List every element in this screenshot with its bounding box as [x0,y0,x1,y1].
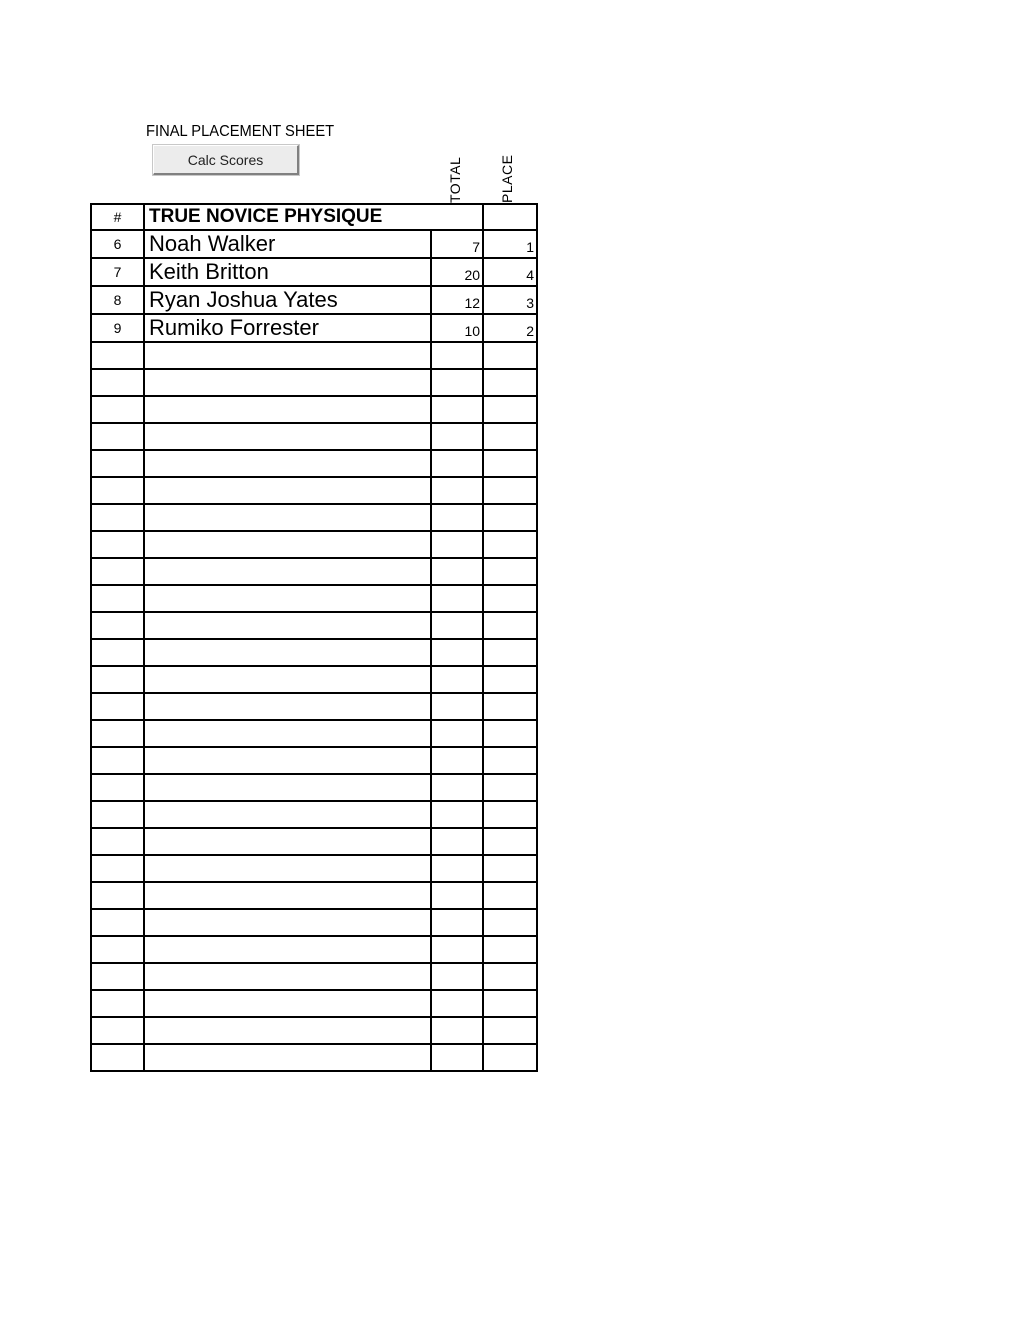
empty-cell[interactable] [483,423,537,450]
empty-cell[interactable] [431,882,483,909]
empty-cell[interactable] [483,396,537,423]
empty-row [91,504,537,531]
empty-cell[interactable] [431,585,483,612]
empty-cell[interactable] [91,747,144,774]
table-row [91,314,537,342]
empty-cell[interactable] [431,828,483,855]
empty-cell[interactable] [431,369,483,396]
empty-cell[interactable] [144,531,431,558]
empty-cell[interactable] [431,909,483,936]
competitor-total[interactable]: 20 [431,258,483,286]
empty-cell[interactable] [483,774,537,801]
empty-row [91,963,537,990]
empty-cell[interactable] [431,504,483,531]
empty-cell[interactable] [431,477,483,504]
empty-cell[interactable] [91,828,144,855]
empty-cell[interactable] [91,396,144,423]
empty-cell[interactable] [144,801,431,828]
empty-cell[interactable] [144,828,431,855]
empty-cell[interactable] [483,612,537,639]
empty-cell[interactable] [483,747,537,774]
empty-cell[interactable] [144,585,431,612]
competitor-total[interactable]: 12 [431,286,483,314]
empty-cell[interactable] [91,585,144,612]
empty-cell[interactable] [91,450,144,477]
empty-cell[interactable] [91,477,144,504]
empty-cell[interactable] [483,342,537,369]
empty-cell[interactable] [431,531,483,558]
empty-cell[interactable] [144,774,431,801]
empty-cell[interactable] [91,882,144,909]
empty-cell[interactable] [431,558,483,585]
empty-cell[interactable] [431,774,483,801]
competitor-name[interactable]: Rumiko Forrester [144,314,431,342]
table-row [91,230,537,258]
empty-cell[interactable] [91,693,144,720]
empty-cell[interactable] [144,963,431,990]
empty-cell[interactable] [483,450,537,477]
empty-row [91,342,537,369]
empty-cell[interactable] [483,828,537,855]
empty-cell[interactable] [483,990,537,1017]
empty-cell[interactable] [431,342,483,369]
competitor-number[interactable]: 8 [91,286,144,314]
empty-cell[interactable] [431,612,483,639]
empty-row [91,774,537,801]
empty-cell[interactable] [483,1044,537,1071]
total-column-header: TOTAL [447,156,463,203]
empty-cell[interactable] [91,666,144,693]
place-header-cell [483,204,537,230]
empty-cell[interactable] [91,801,144,828]
empty-cell[interactable] [144,666,431,693]
empty-row [91,801,537,828]
empty-row [91,450,537,477]
empty-cell[interactable] [144,747,431,774]
empty-row [91,1044,537,1071]
competitor-number[interactable]: 7 [91,258,144,286]
competitor-number[interactable]: 6 [91,230,144,258]
empty-cell[interactable] [483,720,537,747]
empty-cell[interactable] [91,909,144,936]
empty-row [91,531,537,558]
empty-cell[interactable] [483,477,537,504]
empty-cell[interactable] [431,423,483,450]
placement-table [90,203,538,1072]
empty-cell[interactable] [91,342,144,369]
empty-cell[interactable] [431,990,483,1017]
empty-cell[interactable] [483,882,537,909]
category-title: TRUE NOVICE PHYSIQUE [144,204,483,230]
empty-cell[interactable] [91,990,144,1017]
empty-row [91,855,537,882]
empty-cell[interactable] [91,855,144,882]
empty-cell[interactable] [91,1017,144,1044]
calc-scores-button[interactable]: Calc Scores [153,145,299,175]
table-row [91,258,537,286]
empty-cell[interactable] [483,531,537,558]
empty-cell[interactable] [483,558,537,585]
competitor-place[interactable]: 3 [483,286,537,314]
empty-row [91,990,537,1017]
competitor-name[interactable]: Keith Britton [144,258,431,286]
empty-row [91,423,537,450]
empty-row [91,666,537,693]
empty-cell[interactable] [483,1017,537,1044]
empty-row [91,936,537,963]
empty-row [91,882,537,909]
empty-cell[interactable] [144,396,431,423]
empty-cell[interactable] [91,639,144,666]
empty-cell[interactable] [91,504,144,531]
competitor-number[interactable]: 9 [91,314,144,342]
empty-row [91,558,537,585]
empty-cell[interactable] [91,936,144,963]
empty-cell[interactable] [144,450,431,477]
empty-cell[interactable] [483,936,537,963]
empty-cell[interactable] [144,693,431,720]
number-column-header: # [91,204,144,230]
empty-row [91,909,537,936]
empty-row [91,369,537,396]
empty-cell[interactable] [144,639,431,666]
competitor-total[interactable]: 7 [431,230,483,258]
empty-cell[interactable] [91,531,144,558]
empty-cell[interactable] [431,666,483,693]
empty-cell[interactable] [144,477,431,504]
empty-cell[interactable] [144,1044,431,1071]
empty-cell[interactable] [91,963,144,990]
competitor-place[interactable]: 1 [483,230,537,258]
empty-cell[interactable] [91,558,144,585]
empty-cell[interactable] [144,855,431,882]
empty-cell[interactable] [91,369,144,396]
empty-cell[interactable] [144,990,431,1017]
empty-cell[interactable] [431,450,483,477]
empty-cell[interactable] [144,558,431,585]
empty-cell[interactable] [483,693,537,720]
empty-cell[interactable] [91,720,144,747]
empty-cell[interactable] [483,369,537,396]
empty-cell[interactable] [144,504,431,531]
empty-cell[interactable] [483,855,537,882]
empty-cell[interactable] [144,369,431,396]
empty-cell[interactable] [431,855,483,882]
empty-cell[interactable] [483,909,537,936]
sheet-title: FINAL PLACEMENT SHEET [146,123,335,140]
empty-cell[interactable] [483,801,537,828]
empty-cell[interactable] [483,666,537,693]
empty-cell[interactable] [483,585,537,612]
empty-row [91,828,537,855]
empty-cell[interactable] [91,1044,144,1071]
empty-row [91,585,537,612]
empty-cell[interactable] [144,342,431,369]
empty-cell[interactable] [91,612,144,639]
empty-row [91,720,537,747]
table-header-row [91,204,537,230]
empty-cell[interactable] [431,639,483,666]
empty-cell[interactable] [431,720,483,747]
competitor-place[interactable]: 2 [483,314,537,342]
empty-row [91,396,537,423]
empty-row [91,639,537,666]
empty-cell[interactable] [483,639,537,666]
empty-cell[interactable] [483,504,537,531]
empty-row [91,693,537,720]
empty-cell[interactable] [483,963,537,990]
empty-cell[interactable] [431,396,483,423]
empty-cell[interactable] [431,693,483,720]
empty-cell[interactable] [431,963,483,990]
competitor-place[interactable]: 4 [483,258,537,286]
empty-cell[interactable] [431,1017,483,1044]
empty-row [91,612,537,639]
empty-cell[interactable] [144,423,431,450]
competitor-name[interactable]: Ryan Joshua Yates [144,286,431,314]
empty-cell[interactable] [144,612,431,639]
empty-cell[interactable] [431,801,483,828]
empty-cell[interactable] [91,423,144,450]
empty-cell[interactable] [431,936,483,963]
empty-row [91,747,537,774]
empty-cell[interactable] [144,720,431,747]
empty-cell[interactable] [431,1044,483,1071]
empty-cell[interactable] [431,747,483,774]
empty-cell[interactable] [144,936,431,963]
table-row [91,286,537,314]
empty-cell[interactable] [144,1017,431,1044]
empty-cell[interactable] [144,882,431,909]
competitor-name[interactable]: Noah Walker [144,230,431,258]
empty-cell[interactable] [91,774,144,801]
place-column-header: PLACE [499,154,515,203]
competitor-total[interactable]: 10 [431,314,483,342]
empty-cell[interactable] [144,909,431,936]
empty-row [91,1017,537,1044]
empty-row [91,477,537,504]
